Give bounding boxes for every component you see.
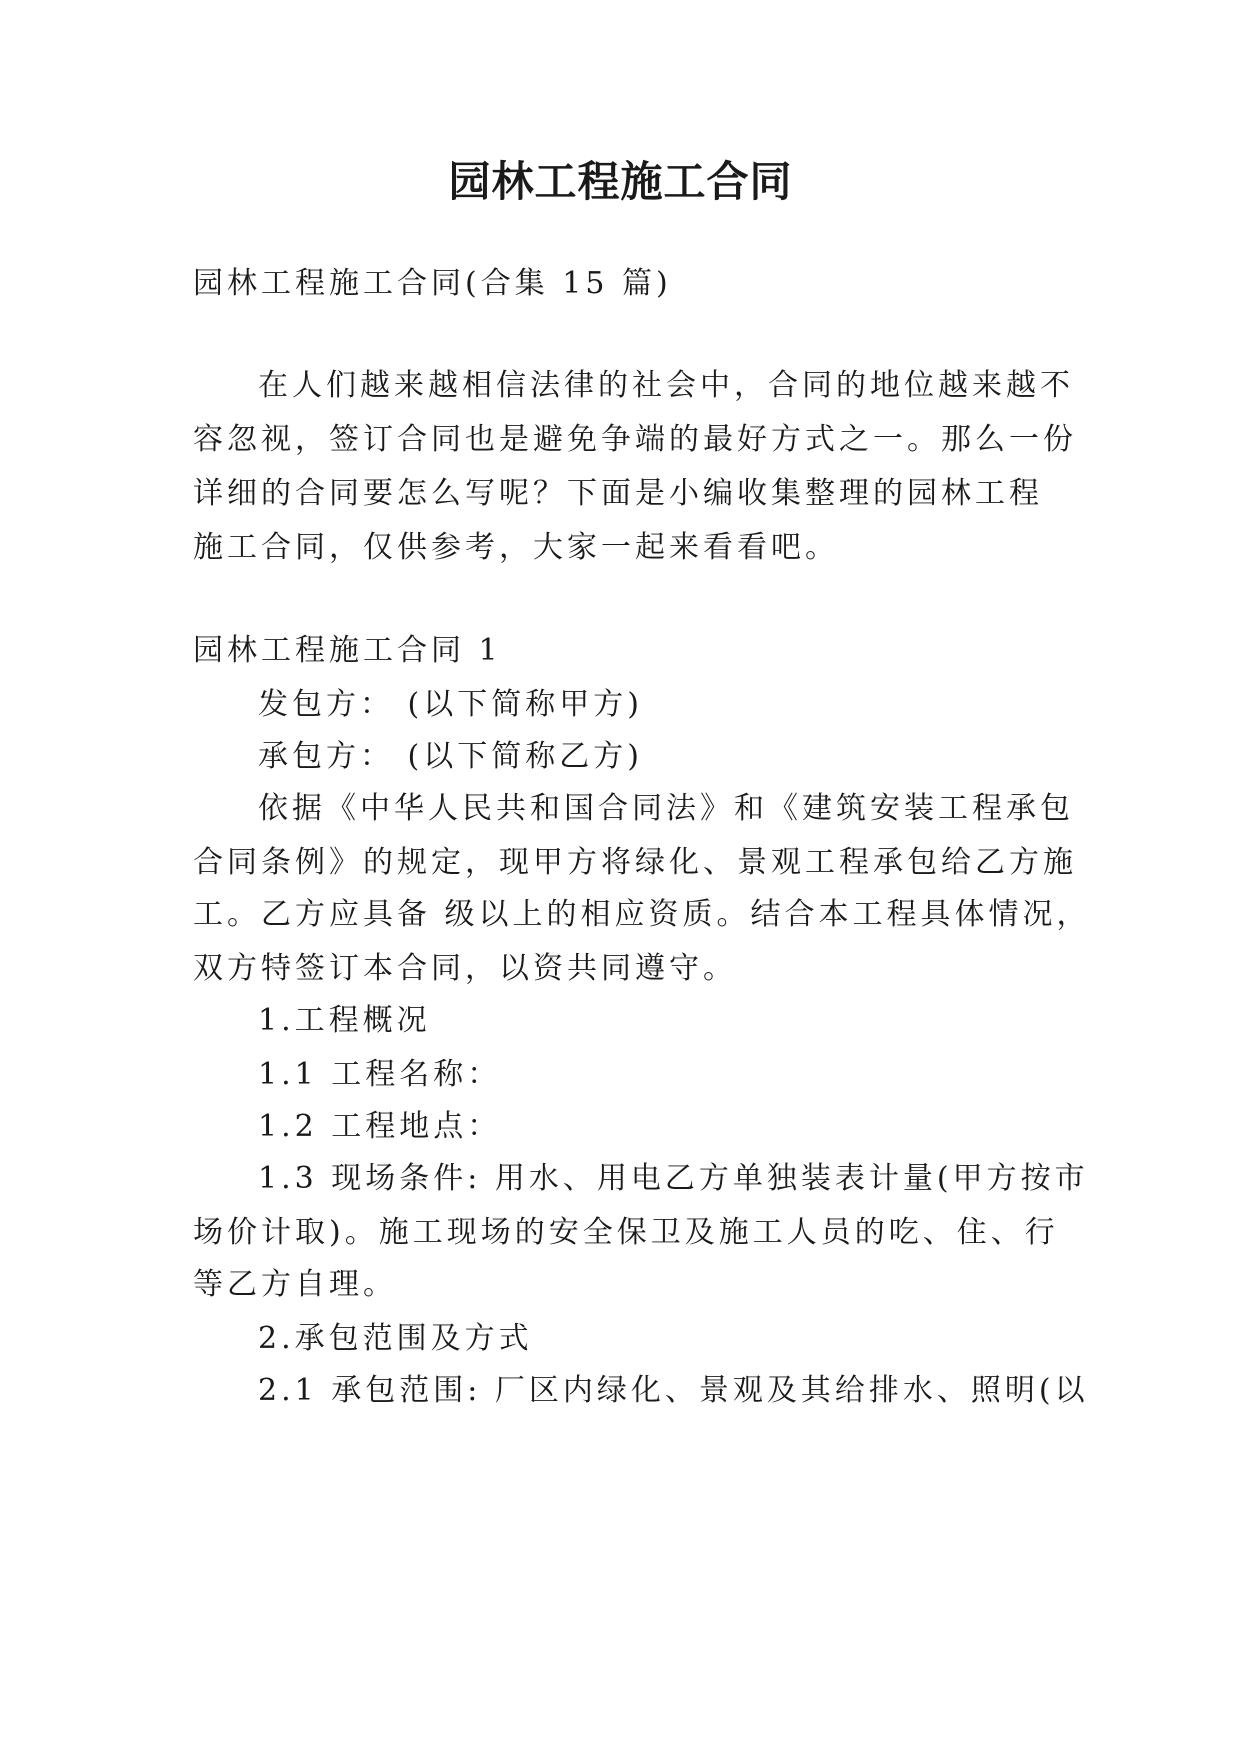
body-line: 1.1 工程名称： [258,1057,502,1092]
document-subtitle: 园林工程施工合同(合集 15 篇) [193,266,672,301]
body-line: 发包方： (以下简称甲方) [258,687,643,722]
intro-line: 在人们越来越相信法律的社会中，合同的地位越来越不 [258,368,1074,403]
intro-line: 施工合同，仅供参考，大家一起来看看吧。 [193,530,839,565]
body-line: 合同条例》的规定，现甲方将绿化、景观工程承包给乙方施 [193,845,1077,880]
body-line: 双方特签订本合同，以资共同遵守。 [193,951,737,986]
intro-line: 容忽视，签订合同也是避免争端的最好方式之一。那么一份 [193,422,1077,457]
body-line: 2.承包范围及方式 [258,1321,533,1356]
document-title: 园林工程施工合同 [448,157,793,206]
body-line: 等乙方自理。 [193,1267,397,1302]
body-line: 工。乙方应具备 级以上的相应资质。结合本工程具体情况， [193,897,1091,932]
body-line: 场价计取)。施工现场的安全保卫及施工人员的吃、住、行 [193,1215,1059,1250]
body-line: 1.工程概况 [258,1003,431,1038]
body-line: 2.1 承包范围: 厂区内绿化、景观及其给排水、照明(以 [258,1373,1089,1408]
body-line: 承包方： (以下简称乙方) [258,739,643,774]
intro-line: 详细的合同要怎么写呢？下面是小编收集整理的园林工程 [193,476,1043,511]
body-line: 依据《中华人民共和国合同法》和《建筑安装工程承包 [258,791,1074,826]
body-line: 1.2 工程地点： [258,1109,502,1144]
section-heading: 园林工程施工合同 1 [193,633,502,668]
body-line: 1.3 现场条件: 用水、用电乙方单独装表计量(甲方按市 [258,1161,1089,1196]
